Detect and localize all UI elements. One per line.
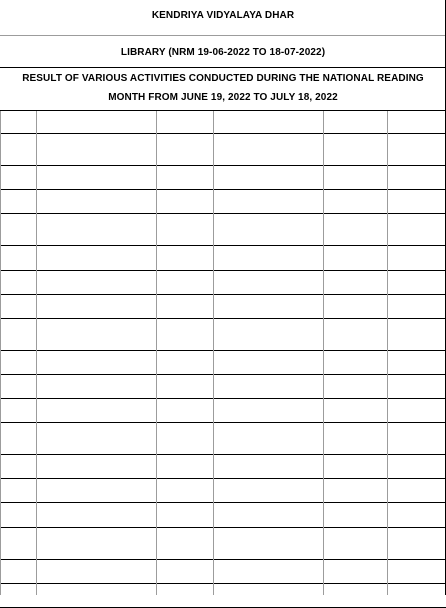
activity-cell <box>214 535 323 559</box>
participant-cell <box>37 350 156 374</box>
activity-cell <box>214 221 323 245</box>
sno-cell <box>0 559 36 583</box>
remark-cell <box>388 398 446 422</box>
position-cell <box>324 189 387 213</box>
rule-line <box>0 213 446 214</box>
class-cell <box>157 430 213 454</box>
activity-cell <box>214 454 323 478</box>
sno-cell <box>0 141 36 165</box>
position-cell <box>324 535 387 559</box>
activity-cell <box>214 294 323 318</box>
position-cell <box>324 294 387 318</box>
position-cell <box>324 165 387 189</box>
remark-cell <box>388 165 446 189</box>
sno-cell <box>0 270 36 294</box>
class-cell <box>157 221 213 245</box>
activity-cell <box>214 502 323 526</box>
activity-cell <box>214 374 323 398</box>
remark-cell <box>388 294 446 318</box>
sno-cell <box>0 454 36 478</box>
participant-cell <box>37 270 156 294</box>
remark-header <box>387 111 446 133</box>
remark-cell <box>388 454 446 478</box>
position-cell <box>324 374 387 398</box>
participant-cell <box>37 294 156 318</box>
sno-cell <box>0 374 36 398</box>
position-cell <box>324 398 387 422</box>
position-cell <box>324 141 387 165</box>
class-cell <box>157 535 213 559</box>
class-cell <box>157 270 213 294</box>
sno-cell <box>0 478 36 502</box>
participant-cell <box>37 478 156 502</box>
column-rule <box>323 111 324 595</box>
position-cell <box>324 350 387 374</box>
column-rule <box>156 111 157 595</box>
participant-cell <box>37 454 156 478</box>
remark-cell <box>388 326 446 350</box>
activity-cell <box>214 189 323 213</box>
sno-cell <box>0 221 36 245</box>
sno-cell <box>0 326 36 350</box>
sno-cell <box>0 294 36 318</box>
remark-cell <box>388 535 446 559</box>
class-cell <box>157 398 213 422</box>
position-cell <box>324 454 387 478</box>
class-cell <box>157 478 213 502</box>
participant-cell <box>37 165 156 189</box>
position-cell <box>324 270 387 294</box>
result-title-line2: MONTH FROM JUNE 19, 2022 TO JULY 18, 2022 <box>108 92 338 103</box>
class-cell <box>157 502 213 526</box>
position-cell <box>324 559 387 583</box>
sno-cell <box>0 398 36 422</box>
rule-line <box>0 35 446 36</box>
activity-cell <box>214 245 323 269</box>
remark-cell <box>388 189 446 213</box>
rule-line <box>0 318 446 319</box>
column-rule <box>36 111 37 595</box>
sno-cell <box>0 430 36 454</box>
class-cell <box>157 245 213 269</box>
remark-cell <box>388 559 446 583</box>
rule-line <box>0 67 446 68</box>
position-header <box>323 111 387 133</box>
sno-cell <box>0 350 36 374</box>
position-cell <box>324 245 387 269</box>
class-cell <box>157 350 213 374</box>
class-header <box>156 111 213 133</box>
participant-cell <box>37 245 156 269</box>
class-cell <box>157 294 213 318</box>
sno-cell <box>0 245 36 269</box>
activity-cell <box>214 350 323 374</box>
class-cell <box>157 374 213 398</box>
remark-cell <box>388 270 446 294</box>
sno-cell <box>0 165 36 189</box>
participant-cell <box>37 189 156 213</box>
class-cell <box>157 141 213 165</box>
remark-cell <box>388 245 446 269</box>
remark-cell <box>388 374 446 398</box>
rule-line <box>0 527 446 528</box>
activity-cell <box>214 398 323 422</box>
class-cell <box>157 454 213 478</box>
activity-cell <box>214 141 323 165</box>
activity-cell <box>214 478 323 502</box>
column-rule <box>0 111 1 595</box>
participants-header <box>36 111 156 133</box>
column-rule <box>213 111 214 595</box>
school-name: KENDRIYA VIDYALAYA DHAR <box>151 10 295 21</box>
column-rule <box>387 111 388 595</box>
participant-cell <box>37 141 156 165</box>
class-cell <box>157 559 213 583</box>
activity-cell <box>214 559 323 583</box>
sno-header <box>0 111 36 133</box>
position-cell <box>324 478 387 502</box>
remark-cell <box>388 502 446 526</box>
rule-line <box>0 422 446 423</box>
activity-cell <box>214 430 323 454</box>
rule-line <box>0 133 446 134</box>
participant-cell <box>37 559 156 583</box>
activity-cell <box>214 270 323 294</box>
participant-cell <box>37 326 156 350</box>
position-cell <box>324 326 387 350</box>
position-cell <box>324 221 387 245</box>
library-title: LIBRARY (NRM 19-06-2022 TO 18-07-2022) <box>120 47 326 58</box>
remark-cell <box>388 221 446 245</box>
participant-cell <box>37 374 156 398</box>
participant-cell <box>37 502 156 526</box>
class-cell <box>157 165 213 189</box>
position-cell <box>324 430 387 454</box>
activity-header <box>213 111 323 133</box>
remark-cell <box>388 430 446 454</box>
participant-cell <box>37 430 156 454</box>
remark-cell <box>388 350 446 374</box>
activity-cell <box>214 165 323 189</box>
class-cell <box>157 326 213 350</box>
sno-cell <box>0 189 36 213</box>
remark-cell <box>388 478 446 502</box>
activity-cell <box>214 326 323 350</box>
class-cell <box>157 189 213 213</box>
remark-cell <box>388 141 446 165</box>
participant-cell <box>37 221 156 245</box>
participant-cell <box>37 398 156 422</box>
participant-cell <box>37 535 156 559</box>
result-title-line1: RESULT OF VARIOUS ACTIVITIES CONDUCTED DURING THE NATIONAL READING <box>22 73 424 84</box>
position-cell <box>324 502 387 526</box>
sno-cell <box>0 535 36 559</box>
sno-cell <box>0 502 36 526</box>
